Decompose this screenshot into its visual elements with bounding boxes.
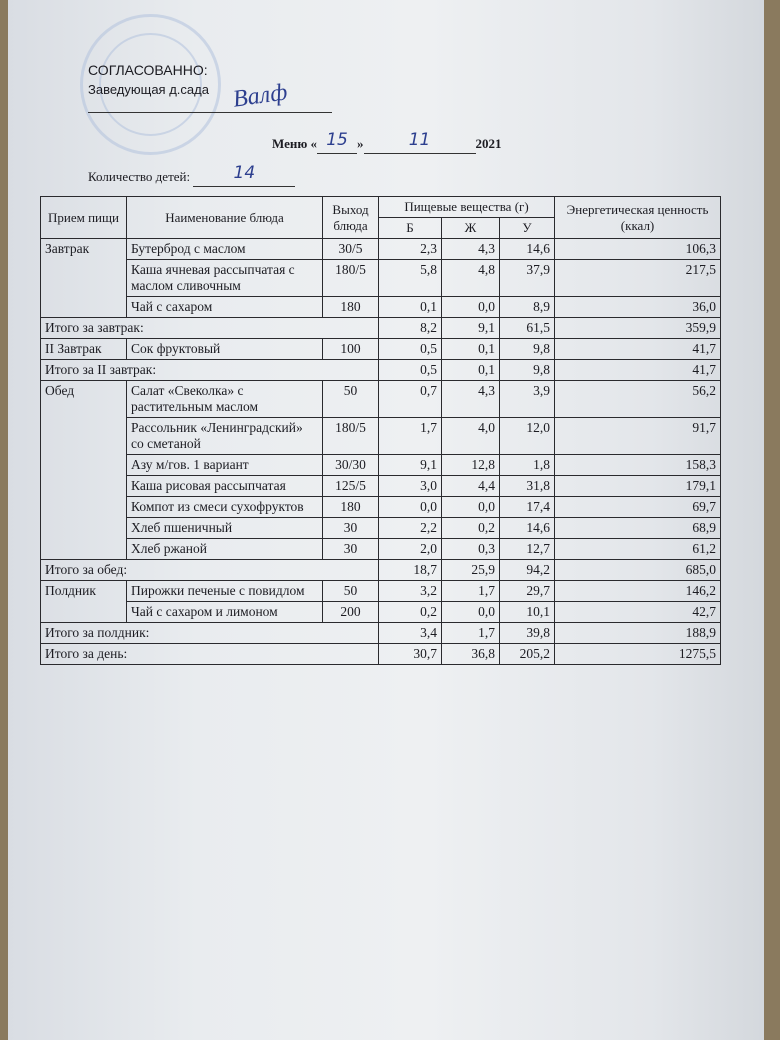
dish-name: Пирожки печеные с повидлом: [127, 581, 323, 602]
energy-value: 69,7: [555, 497, 721, 518]
protein-value: 0,0: [379, 497, 442, 518]
dish-yield: 125/5: [323, 476, 379, 497]
dish-name: Бутерброд с маслом: [127, 239, 323, 260]
meal-total-row: [41, 560, 721, 581]
table-row: [41, 518, 721, 539]
approval-heading: СОГЛАСОВАННО:: [88, 62, 208, 78]
dish-name: Рассольник «Ленинградский» со сметаной: [127, 418, 323, 455]
menu-date-line: [272, 130, 502, 154]
children-label: Количество детей:: [88, 169, 191, 184]
meal-total-label: Итого за завтрак:: [41, 318, 379, 339]
total-energy: 41,7: [555, 360, 721, 381]
total-carbs: 9,8: [500, 360, 555, 381]
carbs-value: 9,8: [500, 339, 555, 360]
menu-month-field: [364, 130, 476, 154]
fat-value: 1,7: [442, 581, 500, 602]
energy-value: 36,0: [555, 297, 721, 318]
header-protein: Б: [379, 218, 442, 239]
energy-value: 68,9: [555, 518, 721, 539]
carbs-value: 37,9: [500, 260, 555, 297]
dish-yield: 180/5: [323, 260, 379, 297]
dish-yield: 50: [323, 581, 379, 602]
dish-name: Хлеб ржаной: [127, 539, 323, 560]
carbs-value: 12,0: [500, 418, 555, 455]
day-total-fat: 36,8: [442, 644, 500, 665]
fat-value: 12,8: [442, 455, 500, 476]
total-carbs: 39,8: [500, 623, 555, 644]
meal-total-label: Итого за II завтрак:: [41, 360, 379, 381]
dish-name: Азу м/гов. 1 вариант: [127, 455, 323, 476]
dish-yield: 200: [323, 602, 379, 623]
protein-value: 1,7: [379, 418, 442, 455]
dish-yield: 30: [323, 539, 379, 560]
energy-value: 91,7: [555, 418, 721, 455]
energy-value: 41,7: [555, 339, 721, 360]
table-row: [41, 602, 721, 623]
fat-value: 0,0: [442, 497, 500, 518]
total-fat: 1,7: [442, 623, 500, 644]
protein-value: 2,3: [379, 239, 442, 260]
energy-value: 106,3: [555, 239, 721, 260]
header-fat: Ж: [442, 218, 500, 239]
day-total-label: Итого за день:: [41, 644, 379, 665]
fat-value: 4,3: [442, 239, 500, 260]
table-row: [41, 455, 721, 476]
fat-value: 4,4: [442, 476, 500, 497]
dish-yield: 100: [323, 339, 379, 360]
children-count-line: [88, 163, 295, 187]
table-row: [41, 497, 721, 518]
signature-icon: Валф: [231, 79, 289, 113]
dish-yield: 180: [323, 297, 379, 318]
total-protein: 18,7: [379, 560, 442, 581]
carbs-value: 29,7: [500, 581, 555, 602]
table-row: [41, 260, 721, 297]
total-carbs: 94,2: [500, 560, 555, 581]
dish-yield: 30: [323, 518, 379, 539]
dish-name: Каша рисовая рассыпчатая: [127, 476, 323, 497]
day-total-carbs: 205,2: [500, 644, 555, 665]
dish-name: Компот из смеси сухофруктов: [127, 497, 323, 518]
energy-value: 146,2: [555, 581, 721, 602]
dish-name: Чай с сахаром: [127, 297, 323, 318]
menu-label: Меню «: [272, 136, 318, 151]
protein-value: 0,5: [379, 339, 442, 360]
total-protein: 3,4: [379, 623, 442, 644]
header-dish: Наименование блюда: [127, 197, 323, 239]
protein-value: 0,7: [379, 381, 442, 418]
meal-total-label: Итого за обед:: [41, 560, 379, 581]
menu-close-quote: »: [357, 136, 364, 151]
carbs-value: 14,6: [500, 518, 555, 539]
children-count-field: [193, 163, 295, 187]
day-total-row: [41, 644, 721, 665]
meal-name: Обед: [41, 381, 127, 560]
dish-yield: 50: [323, 381, 379, 418]
menu-table: [40, 196, 721, 665]
header-carbs: У: [500, 218, 555, 239]
carbs-value: 10,1: [500, 602, 555, 623]
dish-yield: 30/30: [323, 455, 379, 476]
table-row: [41, 581, 721, 602]
fat-value: 0,3: [442, 539, 500, 560]
carbs-value: 14,6: [500, 239, 555, 260]
meal-total-row: [41, 318, 721, 339]
children-count: 14: [233, 163, 256, 183]
header-meal: Прием пищи: [41, 197, 127, 239]
fat-value: 4,3: [442, 381, 500, 418]
menu-year: 2021: [475, 136, 502, 151]
protein-value: 0,2: [379, 602, 442, 623]
table-row: [41, 539, 721, 560]
protein-value: 2,0: [379, 539, 442, 560]
header-nutrients: Пищевые вещества (г): [379, 197, 555, 218]
carbs-value: 31,8: [500, 476, 555, 497]
total-energy: 359,9: [555, 318, 721, 339]
fat-value: 0,2: [442, 518, 500, 539]
table-row: [41, 381, 721, 418]
total-protein: 0,5: [379, 360, 442, 381]
meal-total-row: [41, 360, 721, 381]
protein-value: 2,2: [379, 518, 442, 539]
day-total-protein: 30,7: [379, 644, 442, 665]
protein-value: 5,8: [379, 260, 442, 297]
meal-total-label: Итого за полдник:: [41, 623, 379, 644]
energy-value: 42,7: [555, 602, 721, 623]
total-energy: 188,9: [555, 623, 721, 644]
energy-value: 158,3: [555, 455, 721, 476]
energy-value: 56,2: [555, 381, 721, 418]
total-energy: 685,0: [555, 560, 721, 581]
energy-value: 61,2: [555, 539, 721, 560]
table-row: [41, 339, 721, 360]
day-total-energy: 1275,5: [555, 644, 721, 665]
header-yield: Выход блюда: [323, 197, 379, 239]
table-row: [41, 239, 721, 260]
menu-table-body: [41, 239, 721, 665]
dish-name: Салат «Свеколка» с растительным маслом: [127, 381, 323, 418]
carbs-value: 12,7: [500, 539, 555, 560]
carbs-value: 1,8: [500, 455, 555, 476]
energy-value: 217,5: [555, 260, 721, 297]
dish-name: Чай с сахаром и лимоном: [127, 602, 323, 623]
energy-value: 179,1: [555, 476, 721, 497]
protein-value: 3,0: [379, 476, 442, 497]
table-row: [41, 418, 721, 455]
dish-yield: 180/5: [323, 418, 379, 455]
carbs-value: 17,4: [500, 497, 555, 518]
total-fat: 25,9: [442, 560, 500, 581]
total-carbs: 61,5: [500, 318, 555, 339]
meal-name: Завтрак: [41, 239, 127, 318]
dish-name: Каша ячневая рассыпчатая с маслом сливочным: [127, 260, 323, 297]
protein-value: 3,2: [379, 581, 442, 602]
total-protein: 8,2: [379, 318, 442, 339]
menu-month: 11: [408, 130, 431, 150]
fat-value: 4,8: [442, 260, 500, 297]
table-row: [41, 476, 721, 497]
fat-value: 4,0: [442, 418, 500, 455]
protein-value: 0,1: [379, 297, 442, 318]
head-role-label: Заведующая д.сада: [88, 82, 209, 97]
menu-day-field: [317, 130, 357, 154]
meal-total-row: [41, 623, 721, 644]
protein-value: 9,1: [379, 455, 442, 476]
dish-yield: 180: [323, 497, 379, 518]
meal-name: II Завтрак: [41, 339, 127, 360]
signature-line: [88, 112, 332, 113]
fat-value: 0,0: [442, 602, 500, 623]
dish-yield: 30/5: [323, 239, 379, 260]
total-fat: 0,1: [442, 360, 500, 381]
carbs-value: 8,9: [500, 297, 555, 318]
dish-name: Сок фруктовый: [127, 339, 323, 360]
meal-name: Полдник: [41, 581, 127, 623]
carbs-value: 3,9: [500, 381, 555, 418]
table-row: [41, 297, 721, 318]
total-fat: 9,1: [442, 318, 500, 339]
header-energy: Энергетическая ценность (ккал): [555, 197, 721, 239]
fat-value: 0,0: [442, 297, 500, 318]
fat-value: 0,1: [442, 339, 500, 360]
menu-day: 15: [326, 130, 348, 150]
dish-name: Хлеб пшеничный: [127, 518, 323, 539]
